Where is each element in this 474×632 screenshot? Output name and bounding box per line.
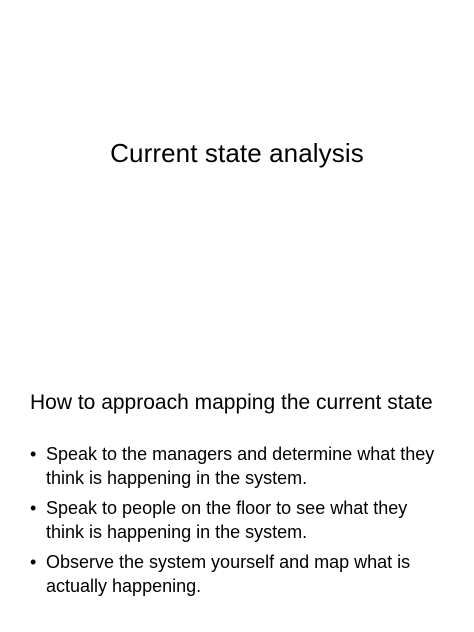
bullet-list <box>30 442 450 604</box>
slide-title: Current state analysis <box>110 138 364 168</box>
bullet-item <box>30 550 450 598</box>
bullet-dot-icon: • <box>30 552 37 572</box>
bullet-text: Speak to the managers and determine what they think is happening in the system. <box>46 444 435 488</box>
bullet-item <box>30 496 450 544</box>
bullet-dot-icon: • <box>30 444 37 464</box>
bullet-text: Speak to people on the floor to see what they think is happening in the system. <box>46 498 408 542</box>
slide-heading: How to approach mapping the current state <box>30 391 433 414</box>
content-slide <box>0 316 474 632</box>
bullet-text: Observe the system yourself and map what is actually happening. <box>46 552 411 596</box>
bullet-dot-icon: • <box>30 498 37 518</box>
bullet-item <box>30 442 450 490</box>
